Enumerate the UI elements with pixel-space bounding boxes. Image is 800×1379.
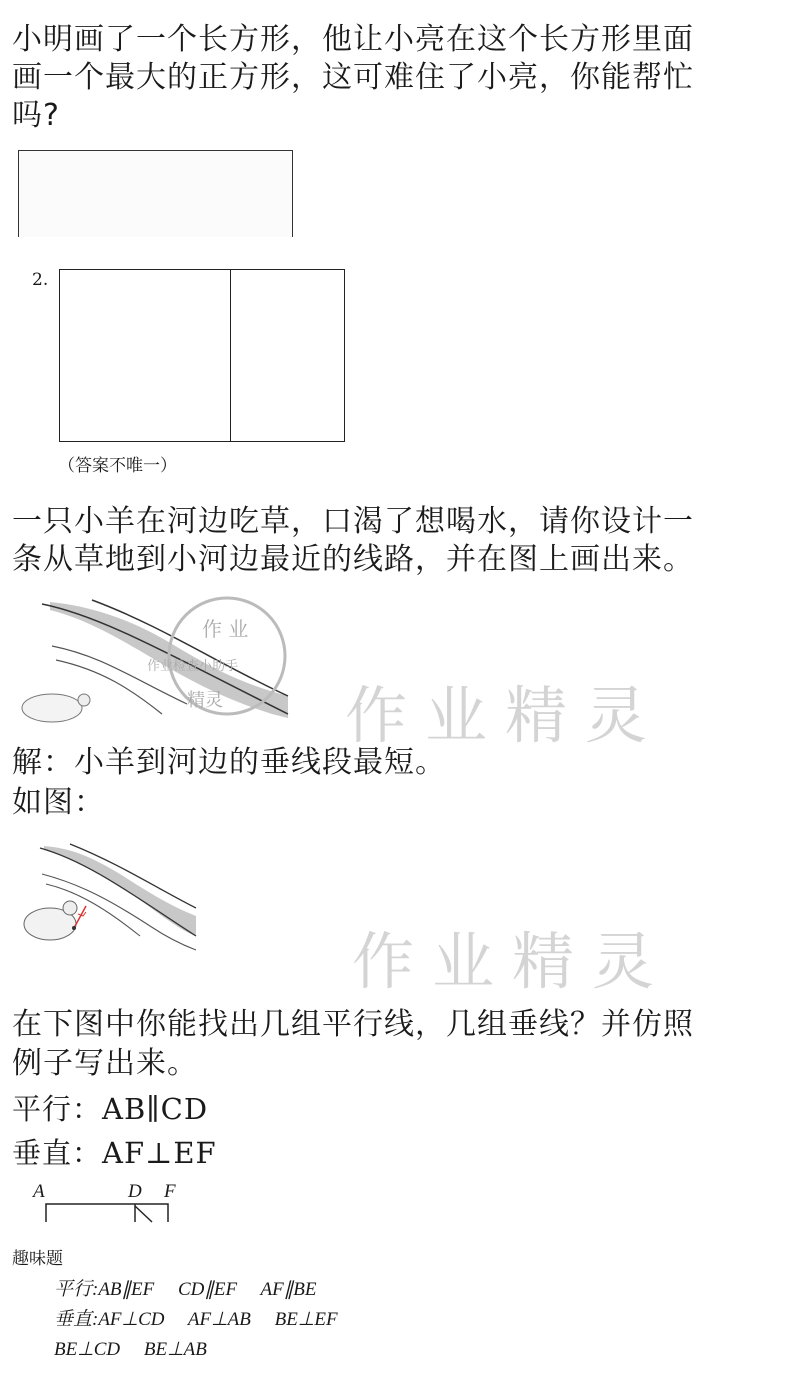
parallel-example: 平行：AB∥CD xyxy=(12,1092,209,1126)
river-figure xyxy=(12,596,288,718)
watermark-1: 作业精灵 xyxy=(345,679,666,752)
stamp-bottom-text: 精灵 xyxy=(187,690,223,711)
label-d: D xyxy=(128,1181,142,1202)
question-2-line-1: 一只小羊在河边吃草，口渴了想喝水，请你设计一 xyxy=(12,504,694,539)
answer-rectangle xyxy=(59,269,345,442)
geometry-figure xyxy=(40,1200,180,1222)
river-solution-figure xyxy=(20,840,196,958)
answer-3-row-2: 垂直:AF⊥CD AF⊥AB BE⊥EF xyxy=(54,1309,338,1330)
question-3-line-1: 在下图中你能找出几组平行线，几组垂线？并仿照 xyxy=(12,1007,694,1042)
answer-3-title: 趣味题 xyxy=(12,1249,63,1269)
stamp-top-text: 作 业 xyxy=(202,617,249,641)
watermark-2: 作业精灵 xyxy=(352,925,673,998)
answer-2-line-1: 解：小羊到河边的垂线段最短。 xyxy=(12,745,446,780)
question-2-line-2: 条从草地到小河边最近的线路，并在图上画出来。 xyxy=(12,542,694,577)
stamp-mid-text: 作业检查小助手 xyxy=(147,659,239,674)
label-f: F xyxy=(164,1181,176,1202)
answer-3-row-1: 平行:AB∥EF CD∥EF AF∥BE xyxy=(54,1279,317,1300)
answer-2-line-2: 如图： xyxy=(12,785,105,820)
answer-3-row-3: BE⊥CD BE⊥AB xyxy=(54,1339,207,1360)
answer-note: （答案不唯一） xyxy=(58,456,177,476)
question-1-line-3: 吗? xyxy=(12,98,60,133)
question-1-line-2: 画一个最大的正方形，这可难住了小亮，你能帮忙 xyxy=(12,60,694,95)
rectangle-figure xyxy=(18,150,293,237)
perpendicular-example: 垂直：AF⊥EF xyxy=(12,1136,217,1170)
question-1-line-1: 小明画了一个长方形，他让小亮在这个长方形里面 xyxy=(12,22,694,57)
question-3-line-2: 例子写出来。 xyxy=(12,1046,198,1081)
answer-number: 2. xyxy=(32,270,49,290)
label-a: A xyxy=(33,1181,45,1202)
square-divider-line xyxy=(230,270,231,441)
